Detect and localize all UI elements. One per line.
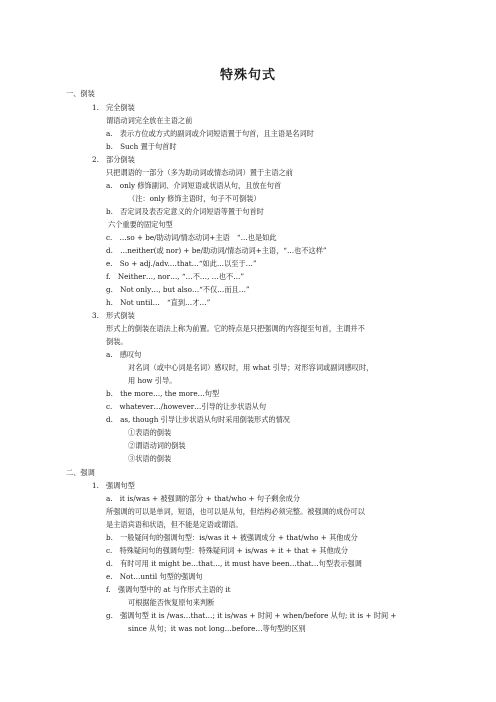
list-item: a. it is/was + 被强调的部分 + that/who + 句子剩余成分 <box>106 494 301 503</box>
list-item: g. Not only…, but also…“不仅…而且…” <box>106 285 250 294</box>
list-item: d. 有时可用 it might be…that…, it must have been…that…句型表示强调 <box>106 559 362 568</box>
list-item: a. 感叹句 <box>106 350 142 359</box>
list-item: d. as, though 引导让步状语从句时采用倒装形式的情况 <box>106 415 290 424</box>
subheading-emphatic-pattern: 1. 强调句型 <box>92 481 135 490</box>
list-item: c. …so + be/助动词/情态动词+主语 “…也是如此 <box>106 233 277 242</box>
section-heading-inversion: 一、倒装 <box>66 89 95 98</box>
subheading-formal-inversion: 3. 形式倒装 <box>92 311 135 320</box>
body-line: 所强调的可以是单词，短语，也可以是从句，但结构必须完整。被强调的成份可以 <box>106 507 365 516</box>
subheading-partial-inversion: 2. 部分倒装 <box>92 155 135 164</box>
body-line: 对名词（或中心词是名词）感叹时，用 what 引导；对形容词或副词感叹时， <box>128 363 374 372</box>
list-item: d. …neither(或 nor) + be/助动词/情态动词+主语，“…也不这样” <box>106 246 327 255</box>
page-title: 特殊句式 <box>219 68 276 83</box>
list-item: b. the more…, the more…句型 <box>106 389 220 398</box>
body-line: 只把谓语的一部分（多为助动词或情态动词）置于主语之前 <box>106 168 293 177</box>
list-item: g. 强调句型 it is /was…that…; it is/was + 时间 + when/before 从句; it is + 时间 + <box>106 611 397 620</box>
section-heading-emphasis: 二、强调 <box>66 468 95 477</box>
list-item: f. Neither…, nor…, “…不…, …也不…” <box>106 272 245 281</box>
list-item: f. 强调句型中的 at 与作形式主语的 it <box>106 585 231 594</box>
list-item: e. Not…until 句型的强调句 <box>106 572 203 581</box>
list-item: a. 表示方位或方式的副词或介词短语置于句首，且主语是名词时 <box>106 129 314 138</box>
body-line: 倒装。 <box>106 337 128 346</box>
body-line: 六个重要的固定句型 <box>108 220 173 229</box>
list-item: b. Such 置于句首时 <box>106 142 177 151</box>
body-line: 用 how 引导。 <box>128 376 177 385</box>
body-line: 是主语宾语和状语，但不能是定语或谓语。 <box>106 520 243 529</box>
list-item: c. 特殊疑问句的强调句型：特殊疑问词 + is/was + it + that + 其他成分 <box>106 546 349 555</box>
list-item: a. only 修饰副词、介词短语或状语从句，且放在句首 <box>106 181 282 190</box>
list-item: h. Not until… “直到…才…” <box>106 298 211 307</box>
body-line: 可根据能否恢复原句来判断 <box>128 598 215 607</box>
list-item: e. So + adj./adv.…that…“如此…以至于…” <box>106 259 257 268</box>
subheading-full-inversion: 1. 完全倒装 <box>92 103 135 112</box>
list-item: c. whatever…/however…引导的让步状语从句 <box>106 402 267 411</box>
note-line: （注：only 修饰主语时，句子不可倒装） <box>128 194 261 203</box>
body-line: since 从句；it was not long…before…等句型的区别 <box>128 624 306 633</box>
list-item: b. 一般疑问句的强调句型：is/was it + 被强调成分 + that/who + 其他成分 <box>106 533 358 542</box>
list-item: b. 否定词及表否定意义的介词短语等置于句首时 <box>106 207 264 216</box>
sub-list-item: ③状语的倒装 <box>128 454 172 463</box>
body-line: 谓语动词完全放在主语之前 <box>106 116 193 125</box>
sub-list-item: ②谓语动词的倒装 <box>128 441 186 450</box>
sub-list-item: ①表语的倒装 <box>128 428 172 437</box>
body-line: 形式上的倒装在语法上称为前置。它的特点是只把强调的内容提至句首，主谓并不 <box>106 324 365 333</box>
